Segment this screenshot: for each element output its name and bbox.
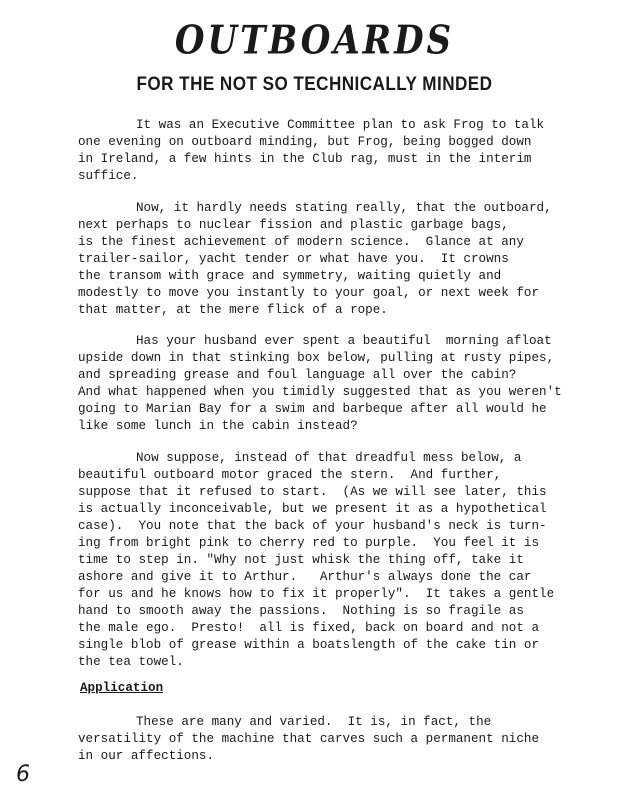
paragraph-line: It was an Executive Committee plan to ask Frog to talk bbox=[136, 118, 545, 132]
paragraph-line: for us and he knows how to fix it properly". It takes a gentle bbox=[78, 587, 555, 601]
paragraph-line: the tea towel. bbox=[78, 655, 184, 669]
page-subtitle: FOR THE NOT SO TECHNICALLY MINDED bbox=[136, 74, 493, 95]
paragraph-line: next perhaps to nuclear fission and plastic garbage bags, bbox=[78, 218, 509, 232]
paragraph-line: suffice. bbox=[78, 169, 139, 183]
paragraph-line: single blob of grease within a boatslength of the cake tin or bbox=[78, 638, 540, 652]
page-number: 6 bbox=[16, 762, 30, 787]
paragraph-line: trailer-sailor, yacht tender or what have you. It crowns bbox=[78, 252, 509, 266]
paragraph-line: beautiful outboard motor graced the stern. And further, bbox=[78, 468, 502, 482]
paragraph-line: and spreading grease and foul language all over the cabin? bbox=[78, 368, 517, 382]
paragraph-line: the transom with grace and symmetry, waiting quietly and bbox=[78, 269, 502, 283]
paragraph-line: going to Marian Bay for a swim and barbeque after all would he bbox=[78, 402, 547, 416]
paragraph-line: ashore and give it to Arthur. Arthur's always done the car bbox=[78, 570, 532, 584]
paragraph-line: These are many and varied. It is, in fact, the bbox=[136, 715, 492, 729]
paragraph-line: in Ireland, a few hints in the Club rag, must in the interim bbox=[78, 152, 532, 166]
paragraph-line: is actually inconceivable, but we present it as a hypothetical bbox=[78, 502, 547, 516]
page-title: OUTBOARDS bbox=[174, 18, 455, 64]
paragraph-line: ing from bright pink to cherry red to purple. You feel it is bbox=[78, 536, 540, 550]
paragraph-line: in our affections. bbox=[78, 749, 215, 763]
paragraph-line: Now suppose, instead of that dreadful mess below, a bbox=[136, 451, 522, 465]
paragraph-line: time to step in. "Why not just whisk the thing off, take it bbox=[78, 553, 524, 567]
paragraph-line: that matter, at the mere flick of a rope. bbox=[78, 303, 388, 317]
paragraph-line: Has your husband ever spent a beautiful morning afloat bbox=[136, 334, 552, 348]
paragraph-line: And what happened when you timidly suggested that as you weren't bbox=[78, 385, 562, 399]
paragraph-line: modestly to move you instantly to your goal, or next week for bbox=[78, 286, 540, 300]
paragraph-line: like some lunch in the cabin instead? bbox=[78, 419, 358, 433]
paragraph-line: is the finest achievement of modern science. Glance at any bbox=[78, 235, 524, 249]
paragraph-1 bbox=[78, 117, 608, 185]
paragraph-2 bbox=[78, 200, 608, 319]
paragraph-3 bbox=[78, 333, 608, 435]
paragraph-line: case). You note that the back of your husband's neck is turn- bbox=[78, 519, 547, 533]
section-heading: Application bbox=[80, 681, 164, 695]
paragraph-line: hand to smooth away the passions. Nothing is so fragile as bbox=[78, 604, 524, 618]
paragraph-line: upside down in that stinking box below, pulling at rusty pipes, bbox=[78, 351, 555, 365]
paragraph-4 bbox=[78, 450, 608, 671]
paragraph-line: suppose that it refused to start. (As we will see later, this bbox=[78, 485, 547, 499]
paragraph-5 bbox=[78, 714, 608, 765]
paragraph-line: Now, it hardly needs stating really, that the outboard, bbox=[136, 201, 552, 215]
paragraph-line: one evening on outboard minding, but Frog, being bogged down bbox=[78, 135, 532, 149]
paragraph-line: versatility of the machine that carves such a permanent niche bbox=[78, 732, 540, 746]
paragraph-line: the male ego. Presto! all is fixed, back on board and not a bbox=[78, 621, 540, 635]
